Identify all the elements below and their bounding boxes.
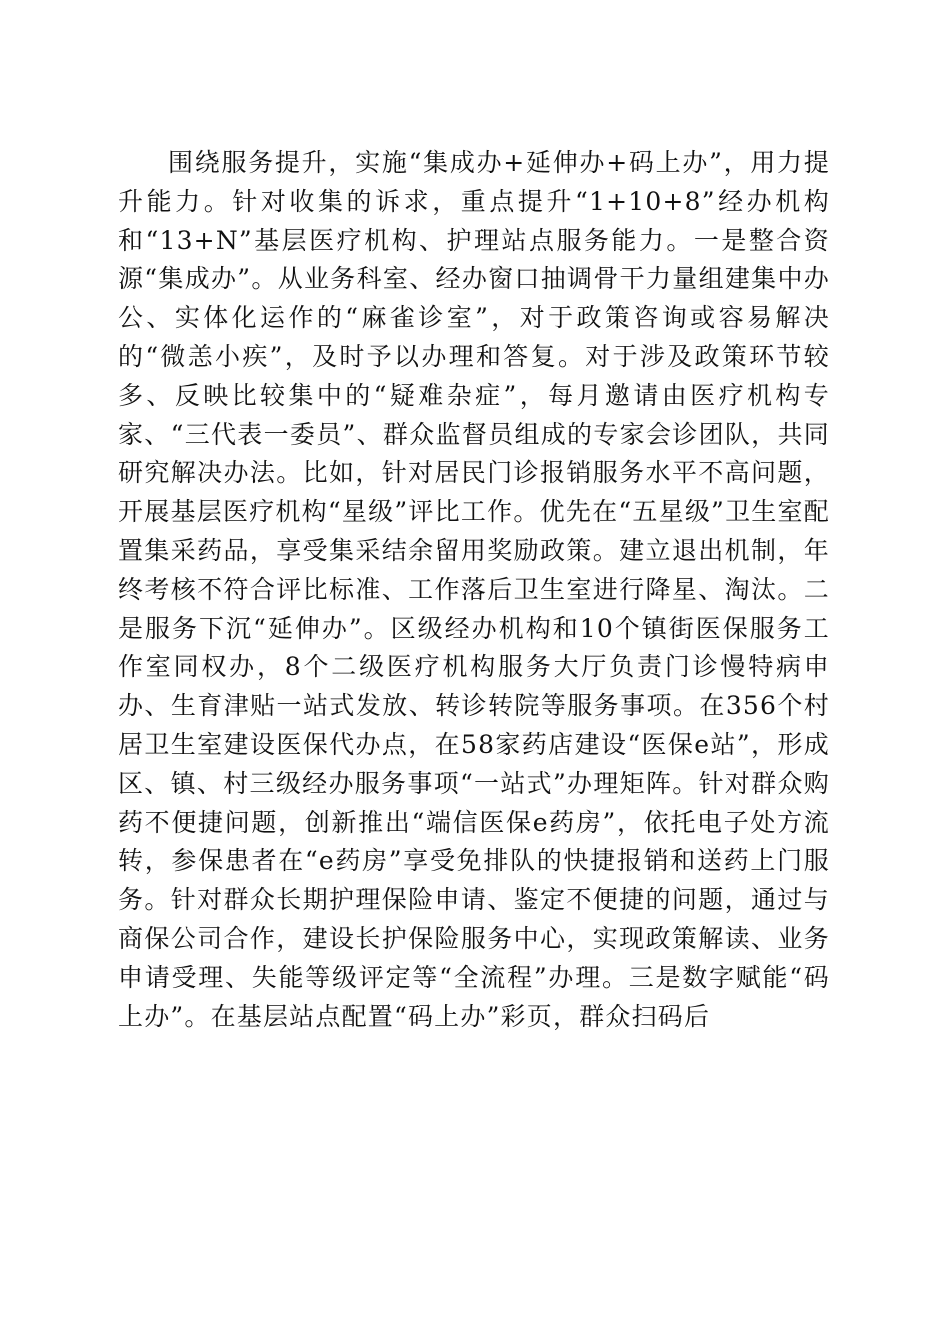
body-paragraph: 围绕服务提升，实施“集成办+延伸办+码上办”，用力提升能力。针对收集的诉求，重点提升“1+10+8”经办机构和“13+N”基层医疗机构、护理站点服务能力。一是整合资源“集成办”。从业务科室、经办窗口抽调骨干力量组建集中办公、实体化运作的“麻雀诊室”，对于政策咨询或容易解决的“微恙小疾”，及时予以办理和答复。对于涉及政策环节较多、反映比较集中的“疑难杂症”，每月邀请由医疗机构专家、“三代表一委员”、群众监督员组成的专家会诊团队，共同研究解决办法。比如，针对居民门诊报销服务水平不高问题，开展基层医疗机构“星级”评比工作。优先在“五星级”卫生室配置集采药品，享受集采结余留用奖励政策。建立退出机制，年终考核不符合评比标准、工作落后卫生室进行降星、淘汰。二是服务下沉“延伸办”。区级经办机构和10个镇街医保服务工作室同权办，8个二级医疗机构服务大厅负责门诊慢特病申办、生育津贴一站式发放、转诊转院等服务事项。在356个村居卫生室建设医保代办点，在58家药店建设“医保e站”，形成区、镇、村三级经办服务事项“一站式”办理矩阵。针对群众购药不便捷问题，创新推出“端信医保e药房”，依托电子处方流转，参保患者在“e药房”享受免排队的快捷报销和送药上门服务。针对群众长期护理保险申请、鉴定不便捷的问题，通过与商保公司合作，建设长护保险服务中心，实现政策解读、业务申请受理、失能等级评定等“全流程”办理。三是数字赋能“码上办”。在基层站点配置“码上办”彩页，群众扫码后 [118,148,830,1031]
